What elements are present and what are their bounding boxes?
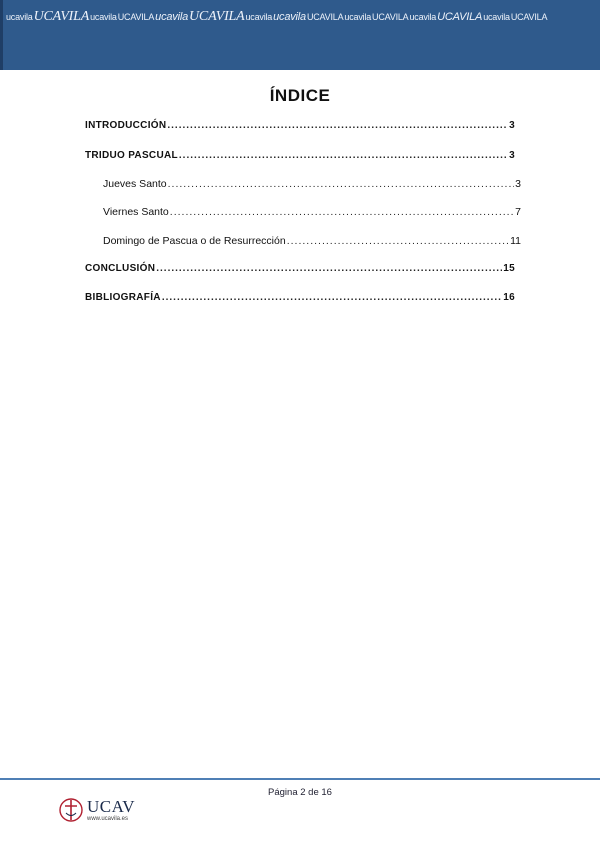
toc-leader-dots bbox=[287, 235, 509, 247]
toc-entry-page: 7 bbox=[515, 206, 521, 218]
toc-entry[interactable] bbox=[85, 263, 515, 274]
toc-leader-dots bbox=[162, 292, 502, 303]
watermark-text: UCAVILA bbox=[437, 11, 483, 23]
watermark-text: ucavila bbox=[155, 11, 189, 23]
watermark-text: ucavila bbox=[6, 12, 33, 22]
footer-page-number: Página 2 de 16 bbox=[268, 787, 332, 798]
watermark-text: ucavila bbox=[245, 12, 273, 22]
toc-entry-label: Jueves Santo bbox=[103, 178, 167, 190]
watermark-text: ucavila bbox=[344, 12, 372, 22]
toc-entry-page: 3 bbox=[515, 178, 521, 190]
toc-entry[interactable] bbox=[103, 178, 521, 190]
page-title: ÍNDICE bbox=[269, 86, 331, 105]
toc-entry-label: TRIDUO PASCUAL bbox=[85, 150, 178, 161]
watermark-text: UCAVILA bbox=[117, 12, 155, 22]
toc-leader-dots bbox=[167, 120, 508, 131]
university-seal-icon bbox=[58, 796, 84, 824]
toc-leader-dots bbox=[179, 150, 508, 161]
toc-entry-label: INTRODUCCIÓN bbox=[85, 120, 167, 131]
watermark-text: UCAVILA bbox=[306, 12, 344, 22]
toc-entry-label: BIBLIOGRAFÍA bbox=[85, 292, 161, 303]
toc-entry-page: 16 bbox=[503, 292, 515, 303]
toc-leader-dots bbox=[156, 263, 502, 274]
logo-name: UCAV bbox=[87, 796, 135, 816]
toc-entry[interactable] bbox=[85, 120, 515, 131]
toc-entry-page: 3 bbox=[509, 120, 515, 131]
logo-url: www.ucavila.es bbox=[87, 815, 129, 822]
watermark-text: ucavila bbox=[90, 12, 117, 22]
toc-entry-label: Viernes Santo bbox=[103, 206, 169, 218]
watermark-text: UCAVILA bbox=[510, 12, 548, 22]
ucav-logo bbox=[58, 796, 135, 824]
toc-entry[interactable] bbox=[103, 235, 521, 247]
watermark-text: ucavila bbox=[273, 11, 306, 23]
watermark-text: UCAVILA bbox=[33, 9, 90, 24]
toc-entry-label: CONCLUSIÓN bbox=[85, 263, 156, 274]
toc-entry-label: Domingo de Pascua o de Resurrección bbox=[103, 235, 286, 247]
toc-entry-page: 11 bbox=[510, 235, 521, 247]
header-band bbox=[0, 0, 600, 70]
toc-entry[interactable] bbox=[85, 292, 515, 303]
toc-entry[interactable] bbox=[103, 206, 521, 218]
watermark-text: UCAVILA bbox=[372, 12, 409, 22]
toc-leader-dots bbox=[170, 206, 514, 218]
toc-entry[interactable] bbox=[85, 150, 515, 161]
watermark-text: UCAVILA bbox=[189, 9, 245, 24]
toc-leader-dots bbox=[168, 178, 515, 190]
header-left-bar bbox=[0, 0, 3, 70]
watermark-text: ucavila bbox=[409, 12, 437, 22]
footer-divider bbox=[0, 778, 600, 780]
toc-entry-page: 3 bbox=[509, 150, 515, 161]
watermark-text: ucavila bbox=[483, 12, 510, 22]
header-watermark bbox=[0, 9, 548, 25]
toc-entry-page: 15 bbox=[503, 263, 515, 274]
